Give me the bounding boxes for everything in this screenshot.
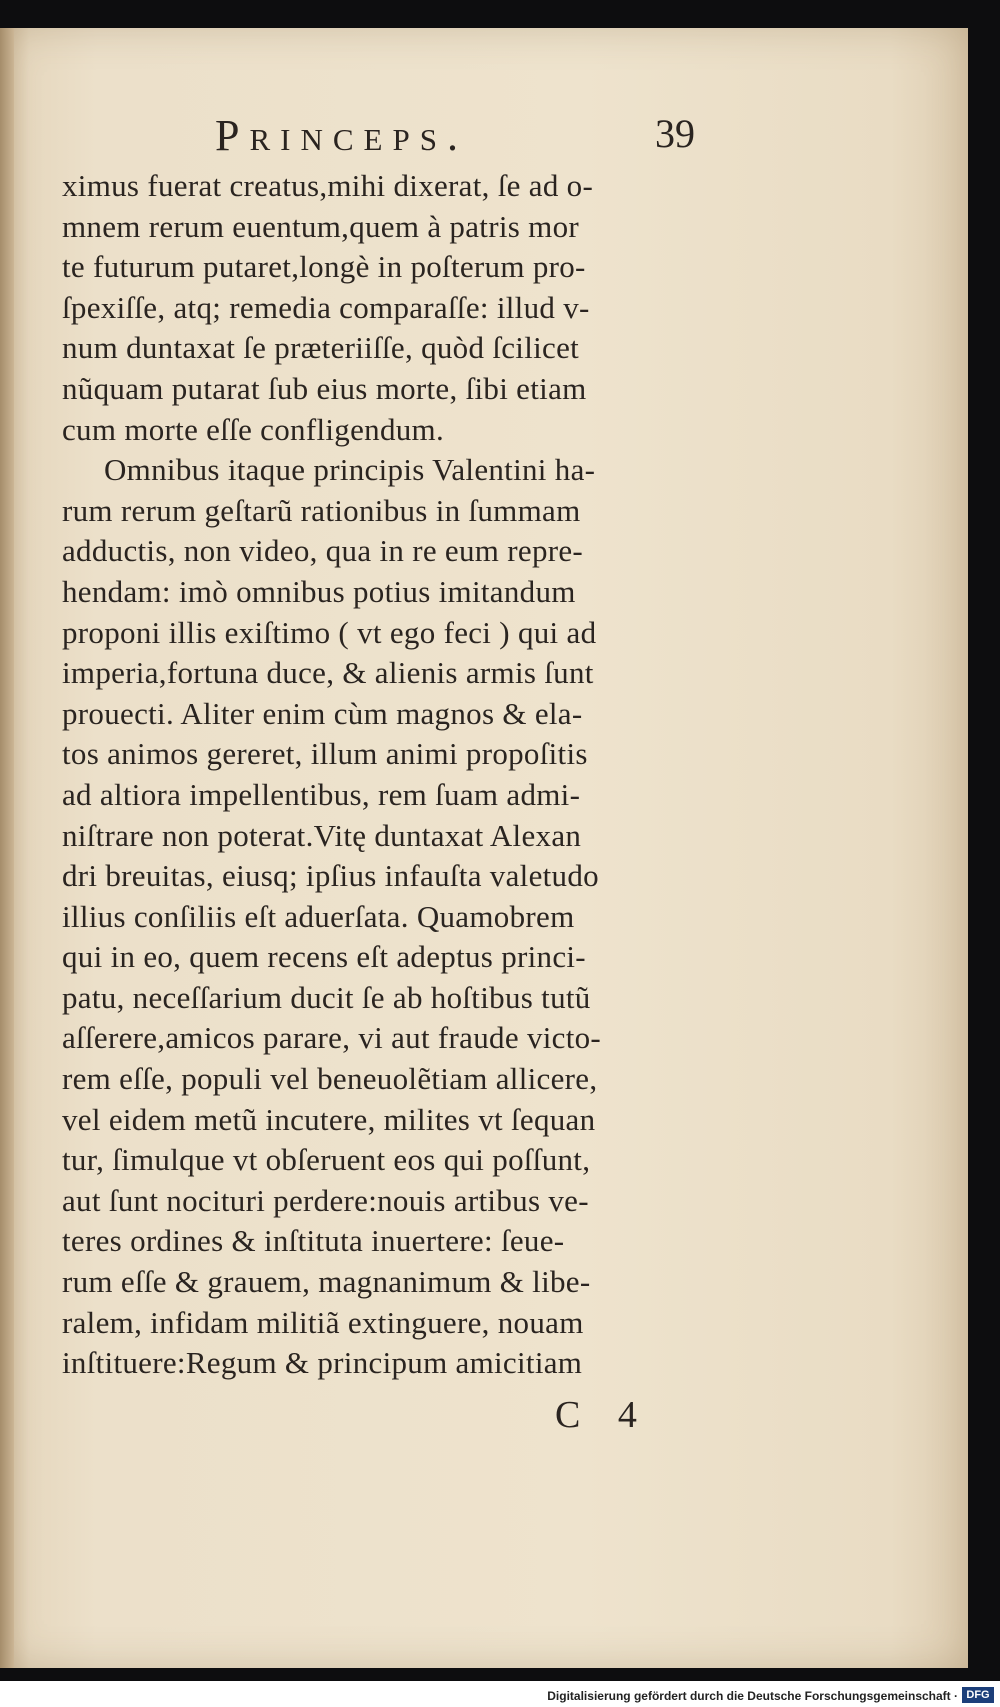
page-edge xyxy=(0,28,14,1668)
text-line: nũquam putarat ſub eius morte, ſibi etiam xyxy=(62,370,587,406)
text-line: tos animos gereret, illum animi propoſitis xyxy=(62,736,588,772)
text-line: illius conſiliis eſt aduerſata. Quamobrem xyxy=(62,898,575,934)
text-line: hendam: imò omnibus potius imitandum xyxy=(62,573,576,609)
text-line: ximus fuerat creatus,mihi dixerat, ſe ad o- xyxy=(62,168,594,203)
body-text xyxy=(62,166,752,1384)
footer-bar xyxy=(0,1681,1000,1707)
text-line: qui in eo, quem recens eſt adeptus princi- xyxy=(62,939,586,975)
text-line: rum rerum geſtarũ rationibus in ſummam xyxy=(62,492,581,528)
text-line: tur, ſimulque vt obſeruent eos qui poſſunt, xyxy=(62,1142,591,1178)
text-line: rum eſſe & grauem, magnanimum & libe- xyxy=(62,1264,591,1300)
text-line: cum morte eſſe confligendum. xyxy=(62,411,445,447)
text-line: aut ſunt nocituri perdere:nouis artibus ve- xyxy=(62,1182,589,1218)
paragraph-start-line: Omnibus itaque principis Valentini ha- xyxy=(104,452,596,488)
funding-credit: Digitalisierung gefördert durch die Deutsche Forschungsgemeinschaft · xyxy=(547,1689,958,1703)
text-line: vel eidem metũ incutere, milites vt ſequan xyxy=(62,1101,596,1137)
text-line: prouecti. Aliter enim cùm magnos & ela- xyxy=(62,695,583,731)
dfg-logo: DFG xyxy=(962,1687,994,1703)
text-line: dri breuitas, eiusq; ipſius infauſta valetudo xyxy=(62,858,599,894)
running-title: Princeps. xyxy=(215,111,468,160)
text-line: num duntaxat ſe prӕteriiſſe, quòd ſcilicet xyxy=(62,330,580,366)
signature-mark: C 4 xyxy=(555,1394,651,1436)
text-line: imperia,fortuna duce, & alienis armis ſunt xyxy=(62,655,594,691)
text-line: adductis, non video, qua in re eum repre- xyxy=(62,533,584,569)
page-header xyxy=(0,110,968,160)
text-line: inſtituere:Regum & principum amicitiam xyxy=(62,1345,583,1381)
text-line: ad altiora impellentibus, rem ſuam admi- xyxy=(62,776,581,812)
text-line: mnem rerum euentum,quem à patris mor xyxy=(62,208,579,244)
text-line: ralem, infidam militiã extinguere, nouam xyxy=(62,1304,584,1340)
text-line: proponi illis exiſtimo ( vt ego feci ) qui ad xyxy=(62,614,597,650)
text-line: aſſerere,amicos parare, vi aut fraude victo- xyxy=(62,1020,602,1056)
text-line: teres ordines & inſtituta inuertere: ſeue- xyxy=(62,1223,565,1259)
text-line: niſtrare non poterat.Vitę duntaxat Alexan xyxy=(62,817,582,853)
page-number: 39 xyxy=(655,111,695,156)
text-line: te futurum putaret,longè in poſterum pro- xyxy=(62,249,586,285)
text-line: patu, neceſſarium ducit ſe ab hoſtibus tutũ xyxy=(62,979,591,1015)
text-line: ſpexiſſe, atq; remedia comparaſſe: illud v- xyxy=(62,289,590,325)
text-line: rem eſſe, populi vel beneuolẽtiam allicere, xyxy=(62,1061,598,1097)
